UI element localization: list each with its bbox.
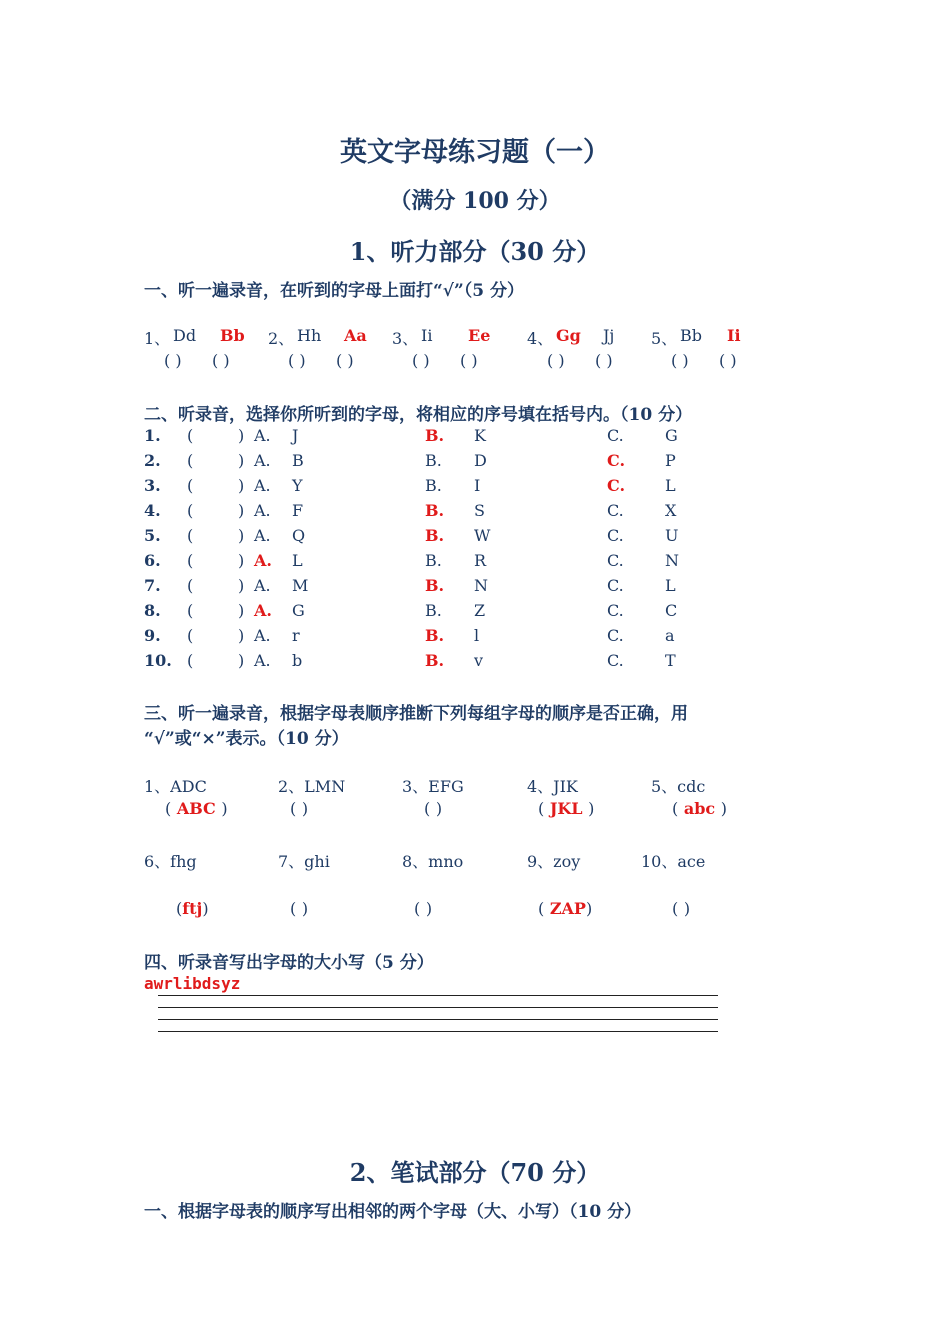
q3-answer [430, 799, 436, 818]
q3-item-label: 4、JIK [527, 777, 578, 796]
q1-paren-a: ( ) [412, 351, 430, 370]
writing-line [158, 1031, 718, 1032]
q2-option-a-value: F [292, 501, 304, 520]
q3-answer [296, 899, 302, 918]
q2-option-b-value: S [474, 501, 485, 520]
q2-row-number: 3. [144, 476, 161, 495]
q2-option-b-letter: B. [425, 576, 445, 595]
q1-paren-b: ( ) [460, 351, 478, 370]
q2-option-a-value: G [292, 601, 305, 620]
q2-option-a-letter: A. [254, 526, 271, 545]
q3-item-label: 2、LMN [278, 777, 346, 796]
q4-prompt: 四、听录音写出字母的大小写（5 分） [144, 953, 434, 973]
q3-answer-paren: ( JKL ) [538, 799, 595, 818]
q2-paren-close: ) [238, 451, 245, 470]
q3-answer-paren: ( ABC ) [165, 799, 228, 818]
q2-row-number: 8. [144, 601, 161, 620]
q3-answer-paren: ( abc ) [672, 799, 727, 818]
q3-answer: ftj [182, 899, 203, 918]
q2-option-b-value: Z [474, 601, 486, 620]
q2-paren-open: ( [187, 426, 194, 445]
q1-number: 1、 [144, 329, 171, 348]
writing-line [158, 995, 718, 996]
q1-paren-b: ( ) [212, 351, 230, 370]
q3-item-label: 10、ace [641, 852, 706, 871]
q2-option-a-letter: A. [254, 476, 271, 495]
q2-option-a-value: Q [292, 526, 306, 545]
q2-row-number: 10. [144, 651, 172, 670]
q2-option-c-letter: C. [607, 551, 624, 570]
q2-option-a-value: B [292, 451, 304, 470]
q2-option-c-value: L [665, 576, 676, 595]
q2-option-b-letter: B. [425, 526, 445, 545]
q1-option-b: Bb [220, 326, 245, 345]
q3-item-label: 8、mno [402, 852, 464, 871]
q2-option-b-letter: B. [425, 451, 442, 470]
q1-number: 3、 [392, 329, 419, 348]
q2-paren-close: ) [238, 426, 245, 445]
q2-option-b-value: W [474, 526, 491, 545]
q1-number: 2、 [268, 329, 295, 348]
q3-answer-paren: ( ) [290, 799, 309, 818]
q3-answer: ABC [171, 799, 222, 818]
q2-option-c-value: X [665, 501, 677, 520]
q1-option-a: Dd [173, 326, 197, 345]
q2-option-b-letter: B. [425, 426, 445, 445]
q1-option-b: Ii [727, 326, 741, 345]
q2-paren-open: ( [187, 576, 194, 595]
q2-paren-open: ( [187, 551, 194, 570]
q2-row-number: 1. [144, 426, 161, 445]
q2-row-number: 6. [144, 551, 161, 570]
q2-paren-close: ) [238, 651, 245, 670]
q2-paren-open: ( [187, 526, 194, 545]
q1-paren-a: ( ) [671, 351, 689, 370]
q2-option-c-value: a [665, 626, 675, 645]
part1-heading: 1、听力部分（30 分） [349, 237, 601, 266]
q2-option-b-letter: B. [425, 601, 442, 620]
q2-option-b-letter: B. [425, 501, 445, 520]
q2-prompt: 二、听录音，选择你所听到的字母，将相应的序号填在括号内。（10 分） [144, 405, 693, 425]
q2-option-c-letter: C. [607, 476, 626, 495]
q2-paren-close: ) [238, 501, 245, 520]
q1-paren-b: ( ) [336, 351, 354, 370]
q2-option-c-letter: C. [607, 576, 624, 595]
q2-option-a-letter: A. [254, 651, 271, 670]
q2-paren-close: ) [238, 551, 245, 570]
q3-answer [420, 899, 426, 918]
q3-item-label: 5、cdc [651, 777, 706, 796]
q1-prompt: 一、听一遍录音，在听到的字母上面打“√”（5 分） [144, 281, 524, 301]
q3-answer [678, 899, 684, 918]
q3-prompt-line1: 三、听一遍录音，根据字母表顺序推断下列每组字母的顺序是否正确，用 [144, 704, 688, 724]
q2-option-a-value: r [292, 626, 300, 645]
q2-option-b-letter: B. [425, 651, 445, 670]
q4-answer: awrlibdsyz [144, 974, 241, 993]
q2-paren-open: ( [187, 601, 194, 620]
q1-option-a: Ii [421, 326, 433, 345]
q2-option-c-value: N [665, 551, 679, 570]
q2-option-b-value: R [474, 551, 487, 570]
q2-paren-close: ) [238, 626, 245, 645]
q3-answer-paren: (ftj) [176, 899, 209, 918]
q3-item-label: 3、EFG [402, 777, 464, 796]
q2-option-a-letter: A. [254, 626, 271, 645]
q2-option-c-value: G [665, 426, 678, 445]
q2-option-a-letter: A. [254, 576, 271, 595]
q2-row-number: 4. [144, 501, 161, 520]
q2-option-a-value: b [292, 651, 303, 670]
q2-option-c-letter: C. [607, 451, 626, 470]
q2-option-a-letter: A. [254, 551, 272, 570]
q3-item-label: 9、zoy [527, 852, 581, 871]
writing-line [158, 1019, 718, 1020]
q2-option-b-value: D [474, 451, 487, 470]
q2-option-b-letter: B. [425, 476, 442, 495]
q3-item-label: 6、fhg [144, 852, 197, 871]
q2-option-c-letter: C. [607, 501, 624, 520]
q2-option-a-value: J [292, 426, 299, 445]
q2-option-c-value: U [665, 526, 679, 545]
q2-option-a-value: Y [292, 476, 303, 495]
q3-answer-paren: ( ) [414, 899, 433, 918]
q2-option-b-value: l [474, 626, 480, 645]
q3-prompt-line2: “√”或“×”表示。（10 分） [144, 729, 349, 749]
q2-option-c-value: L [665, 476, 676, 495]
writing-line [158, 1007, 718, 1008]
part2-heading: 2、笔试部分（70 分） [349, 1158, 601, 1187]
q2-option-c-letter: C. [607, 651, 624, 670]
part2-q1-prompt: 一、根据字母表的顺序写出相邻的两个字母（大、小写）（10 分） [144, 1202, 642, 1222]
q2-paren-open: ( [187, 651, 194, 670]
q2-option-b-value: N [474, 576, 488, 595]
q2-option-c-value: P [665, 451, 676, 470]
q2-option-c-letter: C. [607, 426, 624, 445]
q2-paren-close: ) [238, 601, 245, 620]
q2-row-number: 2. [144, 451, 161, 470]
q2-option-a-letter: A. [254, 501, 271, 520]
q3-answer-paren: ( ) [672, 899, 691, 918]
page-subtitle: （满分 100 分） [389, 188, 561, 214]
q2-paren-open: ( [187, 476, 194, 495]
q1-option-b: Jj [603, 326, 615, 345]
q2-option-c-letter: C. [607, 601, 624, 620]
q1-paren-a: ( ) [547, 351, 565, 370]
q2-option-c-value: C [665, 601, 678, 620]
q1-number: 5、 [651, 329, 678, 348]
q1-number: 4、 [527, 329, 554, 348]
q3-answer-paren: ( ) [424, 799, 443, 818]
q2-option-b-value: v [474, 651, 484, 670]
q1-paren-a: ( ) [288, 351, 306, 370]
q2-paren-close: ) [238, 476, 245, 495]
q1-paren-a: ( ) [164, 351, 182, 370]
q3-answer [296, 799, 302, 818]
q2-option-a-value: L [292, 551, 303, 570]
q2-option-a-letter: A. [254, 426, 271, 445]
q3-answer: ZAP [544, 899, 586, 918]
q2-paren-close: ) [238, 576, 245, 595]
q3-answer-paren: ( ZAP) [538, 899, 593, 918]
q2-option-b-value: I [474, 476, 481, 495]
q2-option-c-value: T [665, 651, 676, 670]
q3-answer-paren: ( ) [290, 899, 309, 918]
q3-item-label: 1、ADC [144, 777, 207, 796]
q2-option-a-letter: A. [254, 451, 271, 470]
q2-option-b-value: K [474, 426, 486, 445]
q1-option-b: Ee [468, 326, 491, 345]
q2-option-c-letter: C. [607, 626, 624, 645]
q3-answer: JKL [544, 799, 589, 818]
q2-option-c-letter: C. [607, 526, 624, 545]
q2-row-number: 5. [144, 526, 161, 545]
q3-item-label: 7、ghi [278, 852, 330, 871]
page-title: 英文字母练习题（一） [340, 137, 610, 168]
q2-paren-open: ( [187, 626, 194, 645]
q1-option-a: Gg [556, 326, 581, 345]
q1-paren-b: ( ) [719, 351, 737, 370]
q1-option-a: Bb [680, 326, 702, 345]
q2-option-a-value: M [292, 576, 309, 595]
q2-option-a-letter: A. [254, 601, 272, 620]
q1-option-a: Hh [297, 326, 322, 345]
q2-row-number: 9. [144, 626, 161, 645]
q3-answer: abc [678, 799, 721, 818]
q2-option-b-letter: B. [425, 551, 442, 570]
q2-option-b-letter: B. [425, 626, 445, 645]
q2-paren-open: ( [187, 501, 194, 520]
q1-option-b: Aa [344, 326, 367, 345]
q2-paren-close: ) [238, 526, 245, 545]
q1-paren-b: ( ) [595, 351, 613, 370]
q2-paren-open: ( [187, 451, 194, 470]
q2-row-number: 7. [144, 576, 161, 595]
